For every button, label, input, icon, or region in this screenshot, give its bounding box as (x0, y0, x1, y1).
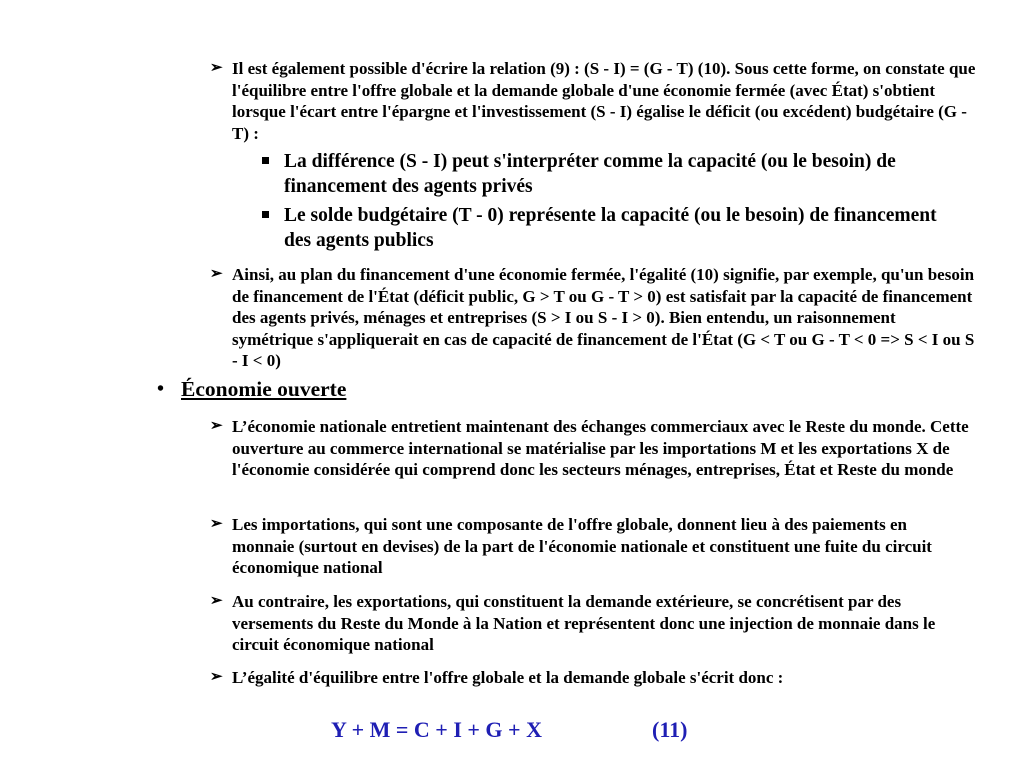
bullet-text: Au contraire, les exportations, qui constituent la demande extérieure, se concrétisent par des versements du Reste du Monde à la Nation et représentent donc une injection de monnaie dans le circuit économique national (232, 592, 936, 654)
bullet-text: Le solde budgétaire (T - 0) représente la capacité (ou le besoin) de financement des agents publics (284, 205, 937, 251)
bullet-text: Il est également possible d'écrire la relation (9) : (S - I) = (G - T) (10). Sous cette forme, on constate que l'équilibre entre l'offre globale et la demande globale d'une économie fermée (avec État) s'obtient lorsque l'écart entre l'épargne et l'investissement (S - I) égalise le déficit (ou excédent) budgétaire (G - T) : (232, 59, 976, 143)
bullet-text: L’égalité d'équilibre entre l'offre globale et la demande globale s'écrit donc : (232, 668, 784, 687)
square-bullet-icon (262, 211, 269, 218)
arrow-bullet-icon: ➢ (210, 669, 223, 685)
sub-bullet-private-agents (284, 149, 984, 199)
arrow-bullet-icon: ➢ (210, 60, 223, 76)
bullet-item-closed-economy-financing (210, 264, 978, 372)
arrow-bullet-icon: ➢ (210, 516, 223, 532)
bullet-item-imports (210, 514, 932, 579)
section-heading-text: Économie ouverte (181, 377, 347, 401)
arrow-bullet-icon: ➢ (210, 418, 223, 434)
bullet-item-exports (210, 591, 972, 656)
bullet-item-equilibrium (210, 667, 932, 689)
bullet-text: Les importations, qui sont une composante de l'offre globale, donnent lieu à des paiements en monnaie (surtout en devises) de la part de l'économie nationale et constituent une fuite du circuit économique national (232, 515, 932, 577)
arrow-bullet-icon: ➢ (210, 593, 223, 609)
equation-number: (11) (652, 717, 688, 742)
equation-formula: Y + M = C + I + G + X (331, 717, 542, 742)
section-heading-open-economy (157, 376, 481, 402)
bullet-text: L’économie nationale entretient maintenant des échanges commerciaux avec le Reste du monde. Cette ouverture au commerce international se matérialise par les importations M et les exportations X de l'économie considérée qui comprend donc les secteurs ménages, entreprises, État et Reste du monde (232, 417, 969, 479)
bullet-item-relation-9 (210, 58, 978, 144)
arrow-bullet-icon: ➢ (210, 266, 223, 282)
round-bullet-icon: • (157, 378, 165, 400)
bullet-text: Ainsi, au plan du financement d'une économie fermée, l'égalité (10) signifie, par exemple, qu'un besoin de financement de l'État (déficit public, G > T ou G - T > 0) est satisfait par la capacité de financement des agents privés, ménages et entreprises (S > I ou S - I > 0). Bien entendu, un raisonnement symétrique s'appliquerait en cas de capacité de financement de l'État (G < T ou G - T < 0 => S < I ou S - I < 0) (232, 265, 975, 370)
bullet-item-trade (210, 416, 992, 481)
sub-bullet-public-agents (284, 203, 964, 253)
bullet-text: La différence (S - I) peut s'interpréter comme la capacité (ou le besoin) de financement des agents privés (284, 151, 896, 197)
square-bullet-icon (262, 157, 269, 164)
